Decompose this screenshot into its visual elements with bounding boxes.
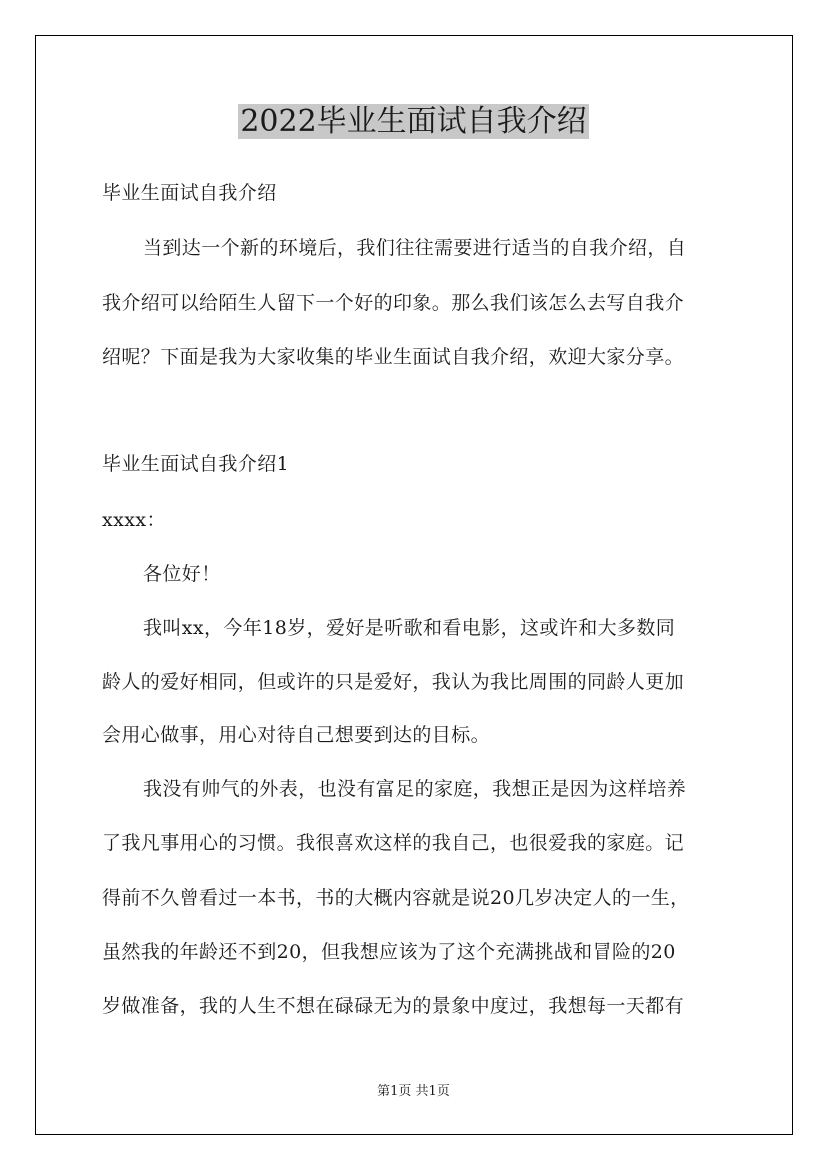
para1-line-3: 会用心做事，用心对待自己想要到达的目标。 [102,724,491,746]
salutation: xxxx： [102,509,166,531]
para1-line-1: 我叫xx，今年18岁，爱好是听歌和看电影，这或许和大多数同 [143,617,676,639]
page-footer: 第1页 共1页 [377,1084,450,1099]
section-heading: 毕业生面试自我介绍1 [102,453,290,475]
intro-line-3: 绍呢？下面是我为大家收集的毕业生面试自我介绍，欢迎大家分享。 [102,346,685,368]
greeting: 各位好！ [143,563,221,585]
para2-line-4: 虽然我的年龄还不到20，但我想应该为了这个充满挑战和冒险的20 [102,941,676,963]
document-title [0,101,827,143]
subtitle: 毕业生面试自我介绍 [102,182,277,204]
intro-line-2: 我介绍可以给陌生人留下一个好的印象。那么我们该怎么去写自我介 [102,292,685,314]
para2-line-1: 我没有帅气的外表，也没有富足的家庭，我想正是因为这样培养 [143,778,687,800]
para2-line-2: 了我凡事用心的习惯。我很喜欢这样的我自己，也很爱我的家庭。记 [102,832,685,854]
para2-line-5: 岁做准备，我的人生不想在碌碌无为的景象中度过，我想每一天都有 [102,995,685,1017]
document-title-text: 2022毕业生面试自我介绍 [240,104,587,139]
para1-line-2: 龄人的爱好相同，但或许的只是爱好，我认为我比周围的同龄人更加 [102,671,685,693]
intro-line-1: 当到达一个新的环境后，我们往往需要进行适当的自我介绍，自 [143,237,687,259]
para2-line-3: 得前不久曾看过一本书，书的大概内容就是说20几岁决定人的一生， [102,887,690,909]
